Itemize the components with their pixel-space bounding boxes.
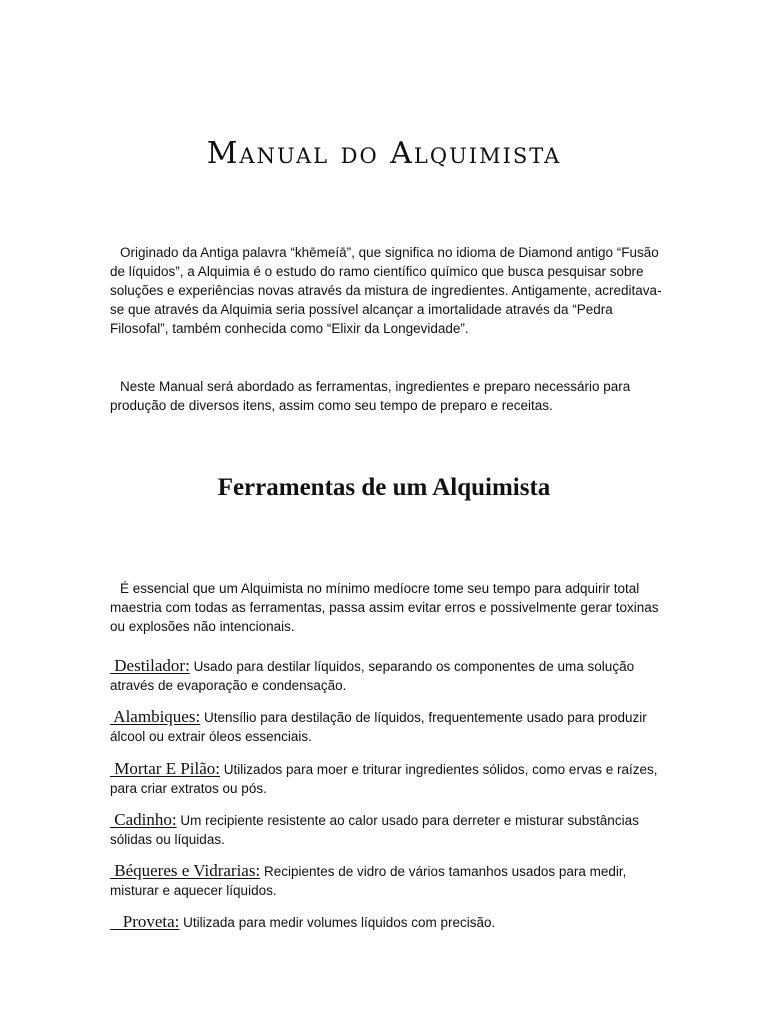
tool-item-bequeres: [110, 861, 670, 900]
tool-item-cadinho: [110, 810, 670, 849]
tool-description: Utilizados para moer e triturar ingredientes sólidos, como ervas e raízes, para criar extratos ou pós.: [110, 762, 658, 796]
tool-description: Recipientes de vidro de vários tamanhos usados para medir, misturar e aquecer líquidos.: [110, 864, 627, 898]
tool-name: Cadinho:: [110, 810, 177, 829]
tool-description: Um recipiente resistente ao calor usado para derreter e misturar substâncias sólidas ou líquidas.: [110, 813, 639, 847]
section-intro-text: É essencial que um Alquimista no mínimo medíocre tome seu tempo para adquirir total maestria com todas as ferramentas, passa assim evitar erros e possivelmente gerar toxinas ou explosões não intencionais.: [110, 581, 659, 634]
intro-paragraph-2: [110, 377, 670, 415]
section-title: Ferramentas de um Alquimista: [217, 474, 551, 501]
tool-name: Proveta:: [110, 912, 180, 931]
tool-item-mortar-pilao: [110, 759, 670, 798]
intro-paragraph-1: [110, 243, 670, 338]
intro-paragraph-2-text: Neste Manual será abordado as ferramentas, ingredientes e preparo necessário para produção de diversos itens, assim como seu tempo de preparo e receitas.: [110, 379, 631, 413]
tool-description: Utilizada para medir volumes líquidos com precisão.: [183, 915, 496, 930]
tool-name: Mortar E Pilão:: [110, 759, 221, 778]
section-intro-paragraph: [110, 579, 670, 636]
tool-name: Béqueres e Vidrarias:: [110, 861, 261, 880]
tool-item-destilador: [110, 656, 670, 695]
document-title: Manual do Alquimista: [206, 136, 562, 171]
intro-paragraph-1-text: Originado da Antiga palavra “khēmeíā”, que significa no idioma de Diamond antigo “Fusão de líquidos”, a Alquimia é o estudo do ramo científico químico que busca pesquisar sobre soluções e experiências novas através da mistura de ingredientes. Antigamente, acreditava-se que através da Alquimia seria possível alcançar a imortalidade através da “Pedra Filosofal”, também conhecida como “Elixir da Longevidade”.: [110, 245, 662, 336]
tool-name: Destilador:: [110, 656, 190, 675]
tool-item-alambiques: [110, 707, 670, 746]
tool-description: Usado para destilar líquidos, separando os componentes de uma solução através de evaporação e condensação.: [110, 659, 635, 693]
tool-name: Alambiques:: [110, 707, 201, 726]
tool-item-proveta: [110, 912, 670, 932]
tool-description: Utensílio para destilação de líquidos, frequentemente usado para produzir álcool ou extrair óleos essenciais.: [110, 710, 647, 744]
